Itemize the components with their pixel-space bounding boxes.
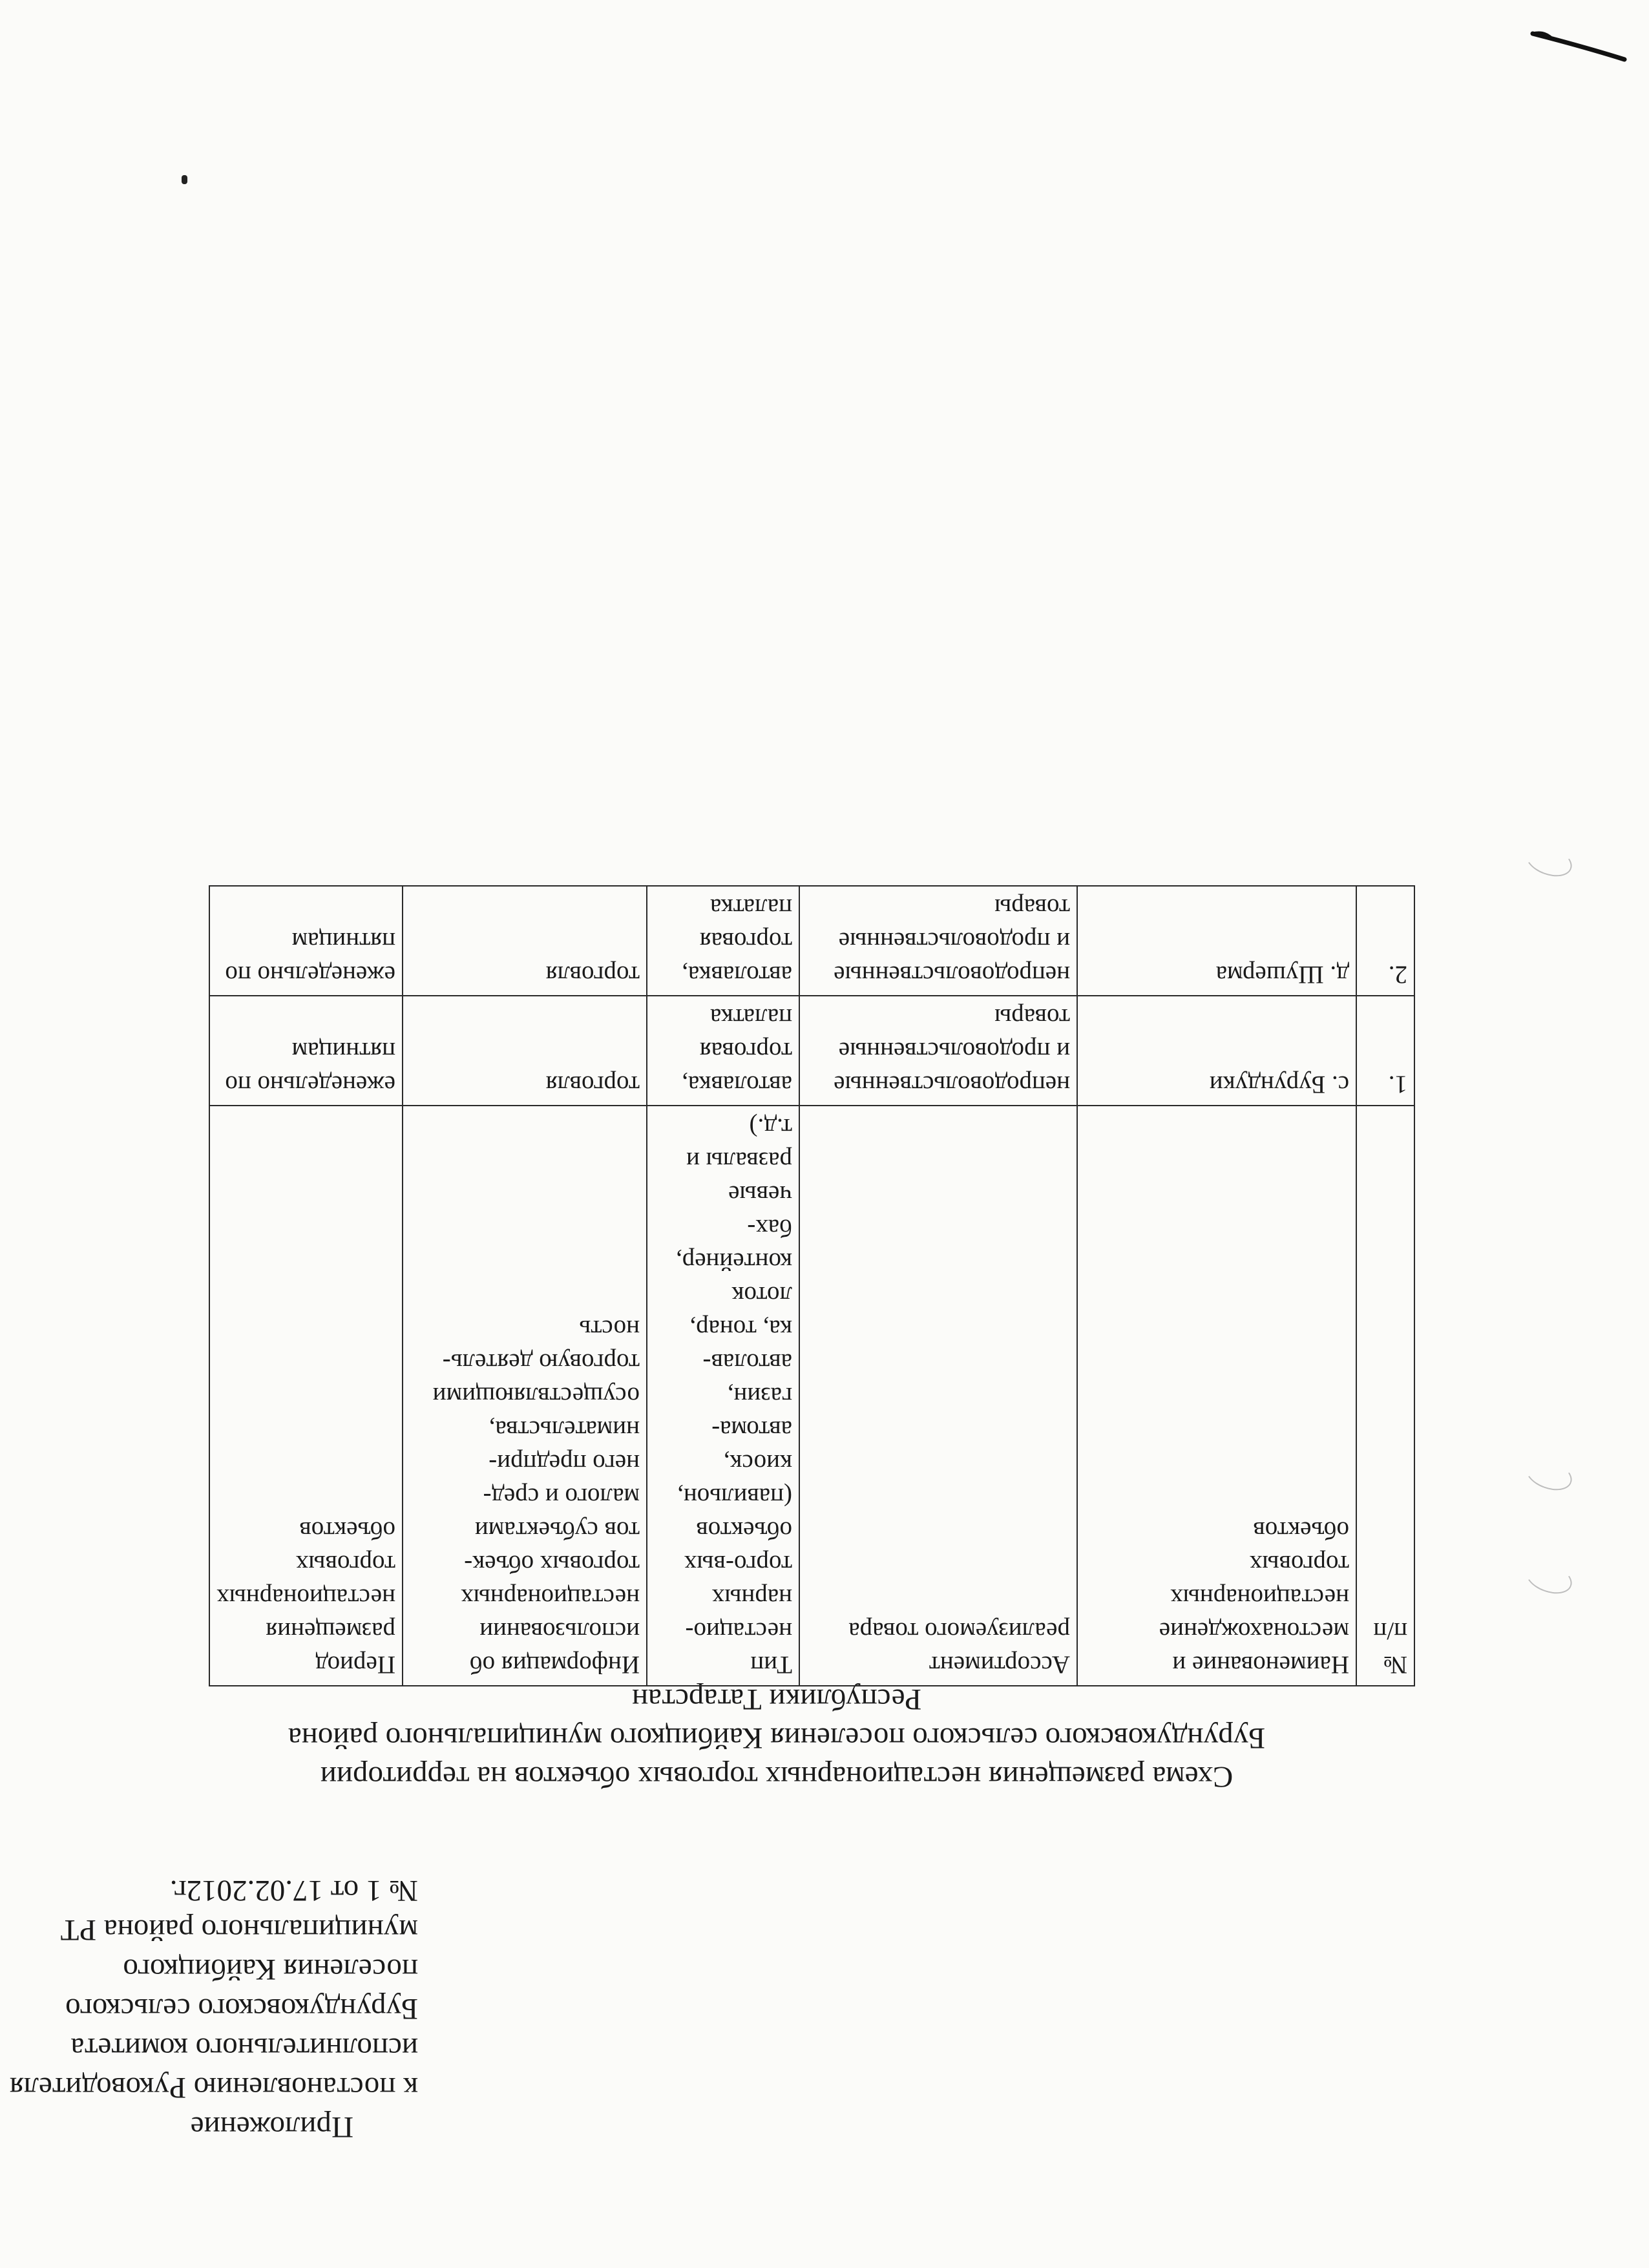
appendix-line: Бурундуковского сельского: [65, 1992, 418, 2026]
cell-sme-info: торговля: [403, 996, 647, 1106]
header-object-type: Тип нестацио- нарных торго-вых объектов (павильон, киоск, автома- газин, автолав- ка, тонар, лоток контейнер, бах- чевые развалы и т.д.): [647, 1106, 799, 1686]
header-assortment: Ассортимент реализуемого товара: [799, 1106, 1077, 1686]
pen-stroke-mark: [1526, 26, 1630, 65]
appendix-line: к постановлению Руководителя: [9, 2071, 418, 2105]
cell-period: еженедельно по пятницам: [209, 996, 403, 1106]
cell-number: 2.: [1356, 886, 1414, 996]
table-header-row: [209, 1106, 1414, 1686]
appendix-title: Приложение: [190, 2110, 353, 2144]
cell-number: 1.: [1356, 996, 1414, 1106]
cell-period: еженедельно по пятницам: [209, 886, 403, 996]
appendix-line: поселения Кайбицкого: [123, 1953, 418, 1986]
table-row: [209, 886, 1414, 996]
cell-object-type: автолавка, торговая палатка: [647, 886, 799, 996]
document-title: [98, 1680, 1455, 1796]
appendix-line: исполнительного комитета: [70, 2032, 418, 2065]
header-sme-info: Информация об использовании нестационарных торговых объек- тов субъектами малого и сред- него предпри- нимательства, осуществляющими торговую деятель- ность: [403, 1106, 647, 1686]
cell-assortment: непродовольственные и продовольственные товары: [799, 886, 1077, 996]
title-line: Республики Татарстан: [631, 1683, 922, 1716]
cell-assortment: непродовольственные и продовольственные товары: [799, 996, 1077, 1106]
title-line: Бурундуковского сельского поселения Кайбицкого муниципального района: [288, 1721, 1266, 1755]
cell-object-type: автолавка, торговая палатка: [647, 996, 799, 1106]
header-name-location: Наименование и местонахождение нестационарных торговых объектов: [1077, 1106, 1356, 1686]
header-number: № п/п: [1356, 1106, 1414, 1686]
cell-place: с. Бурундуки: [1077, 996, 1356, 1106]
ink-dot: [182, 175, 187, 184]
placement-table: [209, 885, 1415, 1686]
header-period: Период размещения нестационарных торговых объектов: [209, 1106, 403, 1686]
table-row: [209, 996, 1414, 1106]
cell-place: д. Шушерма: [1077, 886, 1356, 996]
title-line: Схема размещения нестационарных торговых объектов на территории: [320, 1760, 1234, 1794]
appendix-line: муниципального района РТ: [60, 1913, 418, 1947]
appendix-header: [9, 1871, 418, 2147]
resolution-number: № 1 от 17.02.2012г.: [169, 1874, 418, 1907]
cell-sme-info: торговля: [403, 886, 647, 996]
